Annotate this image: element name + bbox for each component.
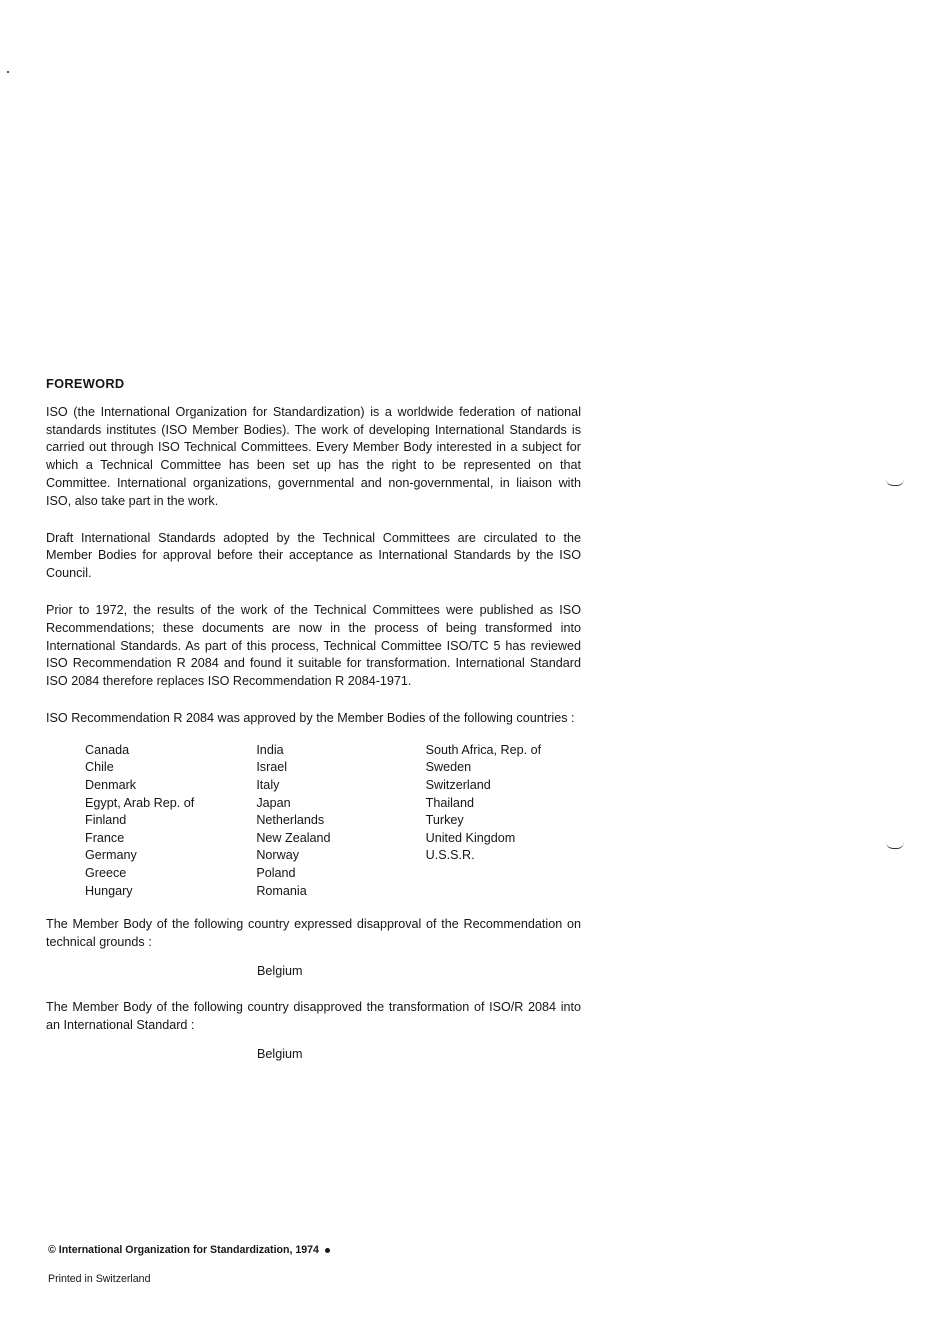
countries-column-1 [85,742,256,900]
scan-speck [7,71,9,73]
countries-column-3 [426,742,585,900]
country-item: United Kingdom [425,830,516,845]
copyright-line [48,1244,330,1256]
margin-mark [886,479,904,486]
copyright-text: © International Organization for Standardization, 1974 [48,1244,319,1256]
country-item: Egypt, Arab Rep. of [85,795,195,810]
country-item: India [256,742,284,757]
country-item: Switzerland [425,777,491,792]
country-item: U.S.S.R. [425,848,475,863]
country-item: Finland [85,813,127,828]
country-item: Greece [85,865,127,880]
transformation-disapproval-country: Belgium [257,1047,303,1062]
country-item: Hungary [85,883,133,898]
country-item: Japan [256,795,291,810]
foreword-paragraph-2: Draft International Standards adopted by the Technical Committees are circulated to the Member Bodies for approval before their acceptance as International Standards by the ISO Council. [46,530,581,581]
country-item: New Zealand [256,830,331,845]
margin-mark [886,842,904,849]
country-item: Canada [85,742,130,757]
foreword-heading: FOREWORD [46,376,125,391]
country-item: Italy [256,777,280,792]
country-item: France [85,830,125,845]
approving-countries-list [85,742,585,900]
country-item: Netherlands [256,813,325,828]
foreword-paragraph-1: ISO (the International Organization for Standardization) is a worldwide federation of national standards institutes (ISO Member Bodies). The work of developing International Standards is carried out through ISO Technical Committees. Every Member Body interested in a subject for which a Technical Committee has been set up has the right to be represented on that Committee. International organizations, governmental and non-governmental, in liaison with ISO, also take part in the work. [46,404,581,508]
countries-column-2 [256,742,425,900]
foreword-paragraph-3: Prior to 1972, the results of the work of the Technical Committees were published as ISO Recommendations; these documents are now in the process of being transformed into International Standards. As part of this process, Technical Committee ISO/TC 5 has reviewed ISO Recommendation R 2084 and found it suitable for transformation. International Standard ISO 2084 therefore replaces ISO Recommendation R 2084-1971. [46,602,581,689]
country-item: South Africa, Rep. of [425,742,542,757]
bullet-icon [325,1248,330,1253]
foreword-paragraph-5: The Member Body of the following country expressed disapproval of the Recommendation on technical grounds : [46,917,581,949]
country-item: Sweden [425,760,472,775]
country-item: Poland [256,865,296,880]
country-item: Romania [256,883,307,898]
country-item: Israel [256,760,288,775]
printed-in-line: Printed in Switzerland [48,1273,151,1285]
country-item: Denmark [85,777,137,792]
country-item: Chile [85,760,114,775]
country-item: Norway [256,848,300,863]
country-item: Thailand [425,795,474,810]
disapproval-country: Belgium [257,963,303,978]
foreword-section [46,375,581,1083]
country-item: Turkey [425,813,464,828]
foreword-paragraph-6: The Member Body of the following country disapproved the transformation of ISO/R 2084 into an International Standard : [46,1000,581,1033]
foreword-paragraph-4: ISO Recommendation R 2084 was approved by the Member Bodies of the following countries : [46,710,575,725]
country-item: Germany [85,848,137,863]
